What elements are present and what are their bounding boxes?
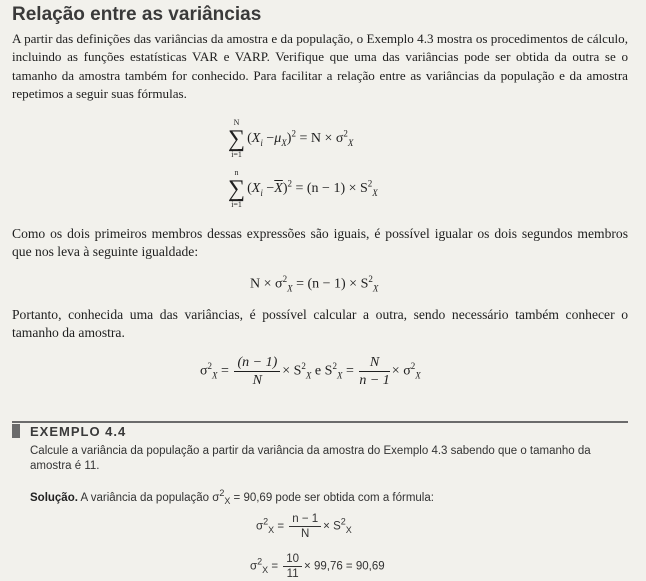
- eq3-left: N × σ: [250, 276, 283, 292]
- conversion-formulas: $\sigma^2_X$ = $\frac{(n - 1)}{N}$ × $S^2_X$ e $S^2_X$ = $\frac{N}{n - 1}$ × $\sigma^2_X$: [200, 355, 421, 388]
- conclusion-paragraph: Portanto, conhecida uma das variâncias, é possível calcular a outra, sendo necessário também conhecer o tamanho da amostra.: [12, 307, 628, 341]
- population-variance-formula: N ∑ i=1 $(X_i -\mu_X)^2 = N \times \sigma^2_X$: [228, 118, 354, 159]
- sum-upper-limit: n: [234, 168, 239, 177]
- example-solution: Solução. A variância da população $\sigma^2_X = 90,69$ pode ser obtida com a fórmula:: [30, 488, 434, 507]
- eq1-rhs: = N × σ: [299, 131, 344, 147]
- intro-paragraph: A partir das definições das variâncias da amostra e da população, o Exemplo 4.3 mostra os procedimentos de cálculo, incluindo as funções estatísticas VAR e VARP. Verifique que uma das variâncias pode ser obtida da outra se o tamanho da amostra também for conhecido. Para facilitar a relação entre as variâncias da população e da amostra repetimos a seguir suas fórmulas.: [12, 31, 628, 101]
- sum-lower-limit: i=1: [231, 150, 242, 159]
- eq2-rhs: = (n − 1) × S: [295, 181, 368, 197]
- fraction: $\frac{N}{n - 1}$: [359, 355, 390, 388]
- fraction: $\frac{(n - 1)}{N}$: [234, 354, 280, 389]
- equality-paragraph: Como os dois primeiros membros dessas expressões são iguais, é possível igualar os dois segundos membros que nos leva à seguinte igualdade:: [12, 226, 628, 260]
- example-marker: [12, 424, 20, 438]
- example-divider: [12, 421, 628, 423]
- variance-equality-formula: $N \times \sigma^2_X = (n - 1) \times S^2_X$: [250, 274, 379, 294]
- example-formula: $\sigma^2_X$ = $\frac{n - 1}{N}$ × $S^2_X$: [256, 513, 352, 540]
- summation-symbol: N ∑ i=1: [228, 118, 246, 159]
- conjunction: e: [314, 363, 322, 379]
- eq3-right: = (n − 1) × S: [292, 276, 369, 292]
- fraction: $\frac{10}{11}$: [283, 552, 302, 581]
- example-calculation: $\sigma^2_X$ = $\frac{10}{11}$ × 99,76 = 90,69: [250, 553, 385, 580]
- example-title: EXEMPLO 4.4: [30, 424, 127, 439]
- sum-upper-limit: N: [233, 118, 240, 127]
- sample-variance-formula: n ∑ i=1 $(X_i -\overline{X})^2 = (n - 1) \times S^2_X$: [228, 168, 378, 209]
- sum-lower-limit: i=1: [231, 200, 242, 209]
- fraction: $\frac{n - 1}{N}$: [289, 512, 321, 541]
- example-question: Calcule a variância da população a partir da variância da amostra do Exemplo 4.3 sabendo que o tamanho da amostra é 11.: [30, 445, 591, 472]
- summation-symbol: n ∑ i=1: [228, 168, 246, 209]
- section-title: Relação entre as variâncias: [12, 4, 262, 25]
- solution-label: Solução.: [30, 491, 78, 504]
